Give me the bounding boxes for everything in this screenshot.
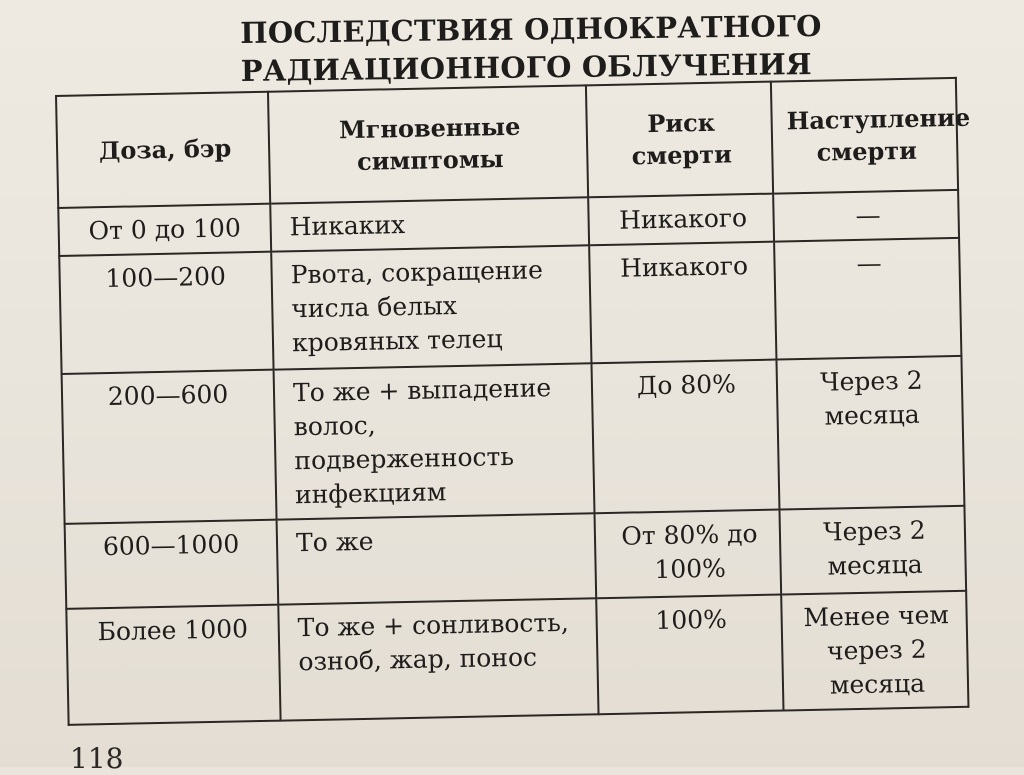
cell-dose: От 0 до 100 — [58, 204, 271, 256]
title-line-2: РАДИАЦИОННОГО ОБЛУЧЕНИЯ — [240, 47, 813, 88]
page-title — [240, 7, 822, 90]
cell-dose: 600—1000 — [65, 520, 279, 609]
cell-risk: Никакого — [588, 194, 774, 246]
table-row — [59, 238, 961, 374]
cell-symptoms: То же + выпадение волос, подверженность инфекциям — [274, 363, 595, 519]
table — [55, 77, 969, 726]
cell-dose: 200—600 — [62, 370, 277, 524]
cell-symptoms: Рвота, сокращение числа белых кровяных телец — [271, 245, 591, 369]
cell-death: — — [774, 238, 961, 360]
cell-dose: 100—200 — [59, 252, 273, 374]
header-dose: Доза, бэр — [56, 92, 270, 208]
cell-symptoms: Никаких — [270, 197, 589, 251]
header-death: Наступление смерти — [771, 78, 958, 194]
cell-risk: До 80% — [591, 360, 779, 514]
title-line-1: ПОСЛЕДСТВИЯ ОДНОКРАТНОГО — [240, 8, 822, 50]
cell-death: — — [773, 190, 959, 242]
cell-death: Через 2 месяца — [776, 356, 964, 510]
header-risk: Риск смерти — [586, 82, 773, 198]
cell-death: Через 2 месяца — [779, 506, 966, 595]
radiation-effects-table — [55, 77, 971, 726]
table-row — [62, 356, 965, 524]
cell-risk: Никакого — [589, 242, 776, 364]
cell-symptoms: То же + сонливость, озноб, жар, понос — [278, 598, 598, 720]
table-header-row — [56, 78, 958, 208]
cell-dose: Более 1000 — [66, 605, 280, 725]
header-symptoms: Мгновенные симптомы — [268, 85, 588, 203]
cell-death: Менее чем через 2 месяца — [781, 591, 968, 711]
cell-symptoms: То же — [277, 513, 597, 604]
cell-risk: 100% — [596, 595, 783, 715]
table-row — [66, 591, 968, 725]
page-number: 118 — [70, 742, 124, 775]
cell-risk: От 80% до 100% — [595, 510, 782, 599]
